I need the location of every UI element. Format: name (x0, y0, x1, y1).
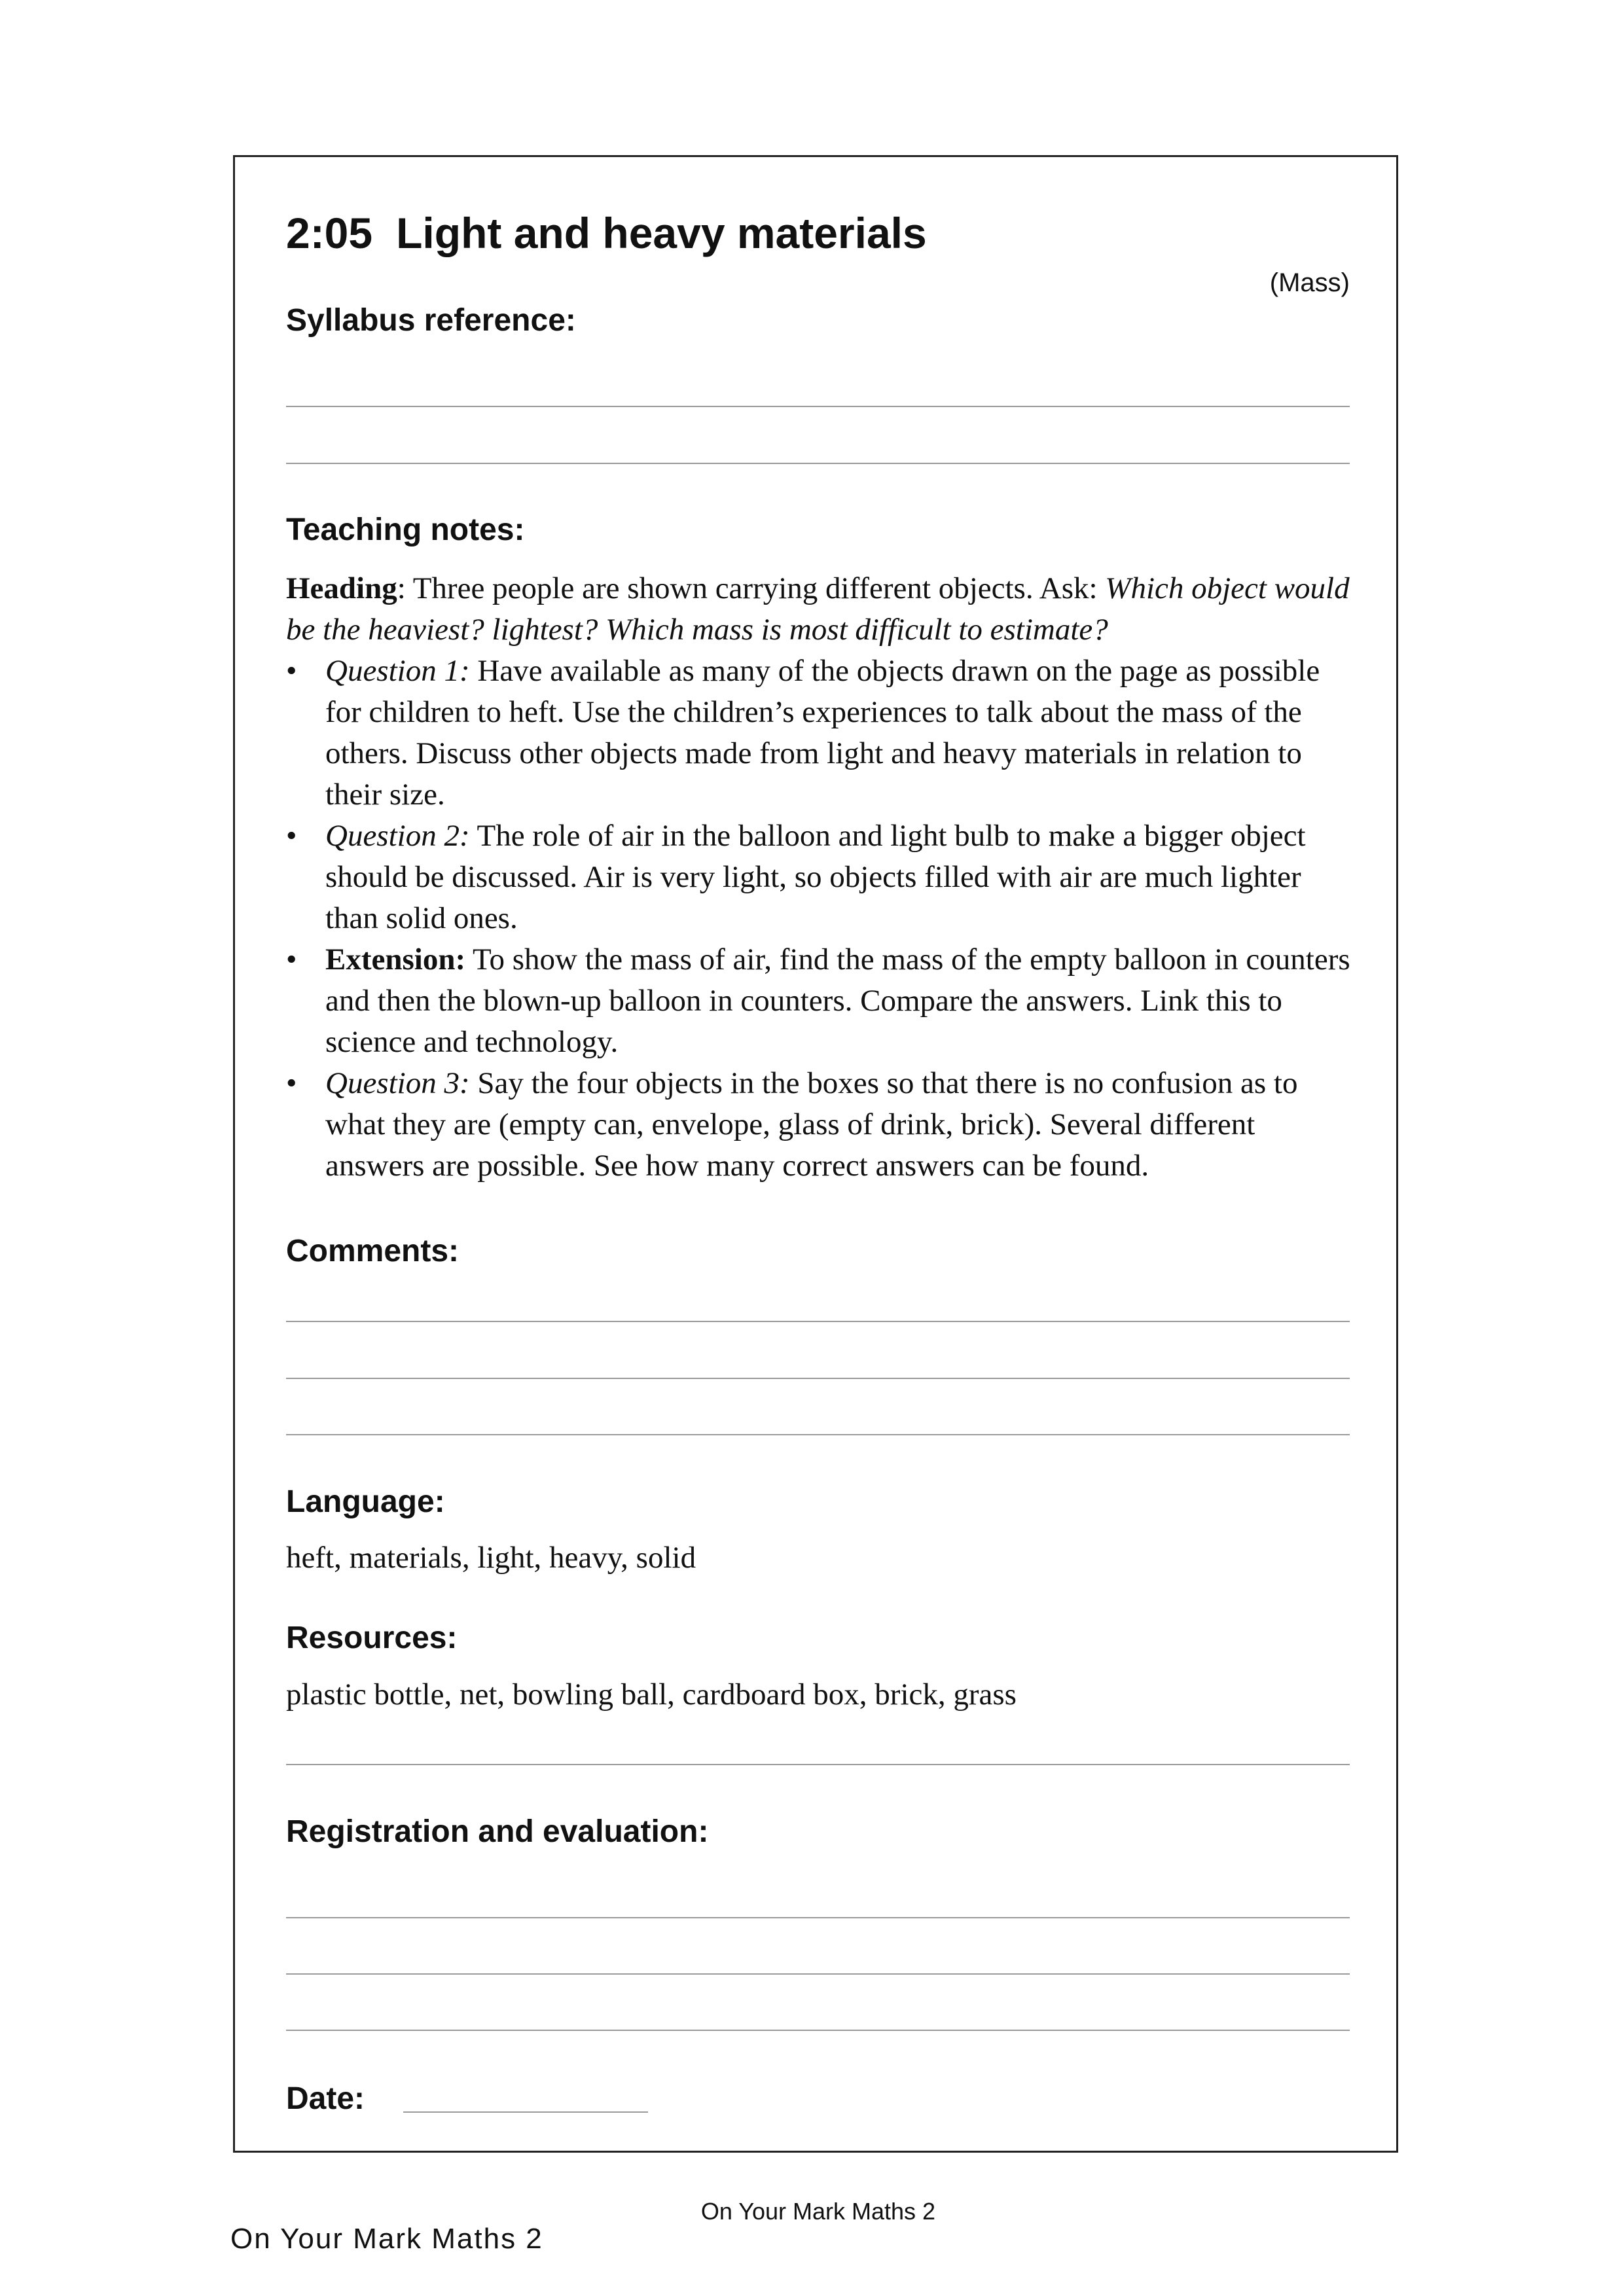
comments-line-3 (286, 1434, 1350, 1435)
footer-left: On Your Mark Maths 2 (230, 2223, 543, 2255)
item-label: Question 3: (325, 1066, 470, 1100)
item-label: Extension: (325, 942, 466, 977)
bullet: • (286, 942, 297, 977)
resources-text: plastic bottle, net, bowling ball, cardboard box, brick, grass (286, 1677, 1017, 1712)
list-item (286, 816, 1360, 939)
resources-line (286, 1764, 1350, 1765)
comments-heading: Comments: (286, 1234, 460, 1268)
list-item (286, 651, 1360, 816)
lesson-number: 2:05 (286, 209, 373, 257)
comments-line-2 (286, 1378, 1350, 1379)
bullet: • (286, 819, 297, 853)
registration-heading: Registration and evaluation: (286, 1814, 709, 1849)
language-text: heft, materials, light, heavy, solid (286, 1541, 696, 1575)
heading-label: Heading (286, 571, 397, 605)
teaching-notes (286, 568, 1360, 1187)
item-text: Say the four objects in the boxes so that there is no confusion as to what they are (empty can, envelope, glass of drink, brick). Several different answers are possible. See how many correct answers can be found. (325, 1066, 1298, 1183)
registration-line-1 (286, 1917, 1350, 1918)
heading-question: Which object would be the heaviest? lightest? Which mass is most difficult to estimate? (286, 571, 1350, 647)
syllabus-line-1 (286, 406, 1350, 407)
notes-list (286, 651, 1360, 1187)
bullet: • (286, 654, 297, 688)
item-text: To show the mass of air, find the mass of the empty balloon in counters and then the blown-up balloon in counters. Compare the answers. Link this to science and technology. (325, 942, 1350, 1059)
date-line (403, 2111, 648, 2113)
item-label: Question 2: (325, 819, 470, 853)
item-label: Question 1: (325, 654, 470, 688)
topic-label: (Mass) (1269, 268, 1350, 297)
heading-text: : Three people are shown carrying different objects. Ask: (397, 571, 1106, 605)
item-text: Have available as many of the objects drawn on the page as possible for children to heft. Use the children’s experiences to talk about the mass of the others. Discuss other objects made from light and heavy materials in relation to their size. (325, 654, 1320, 812)
language-heading: Language: (286, 1484, 445, 1519)
item-text: The role of air in the balloon and light bulb to make a bigger object should be discussed. Air is very light, so objects filled with air are much lighter than solid ones. (325, 819, 1306, 935)
bullet: • (286, 1066, 297, 1100)
resources-heading: Resources: (286, 1621, 458, 1655)
list-item (286, 939, 1360, 1063)
date-label: Date: (286, 2081, 365, 2116)
footer-center: On Your Mark Maths 2 (700, 2198, 936, 2225)
notes-heading-paragraph (286, 568, 1360, 651)
syllabus-line-2 (286, 463, 1350, 464)
registration-line-3 (286, 2030, 1350, 2031)
syllabus-heading: Syllabus reference: (286, 303, 576, 338)
list-item (286, 1063, 1360, 1187)
teaching-notes-heading: Teaching notes: (286, 512, 525, 547)
lesson-title: Light and heavy materials (396, 209, 927, 257)
page-title (286, 208, 927, 258)
registration-line-2 (286, 1973, 1350, 1975)
comments-line-1 (286, 1321, 1350, 1322)
